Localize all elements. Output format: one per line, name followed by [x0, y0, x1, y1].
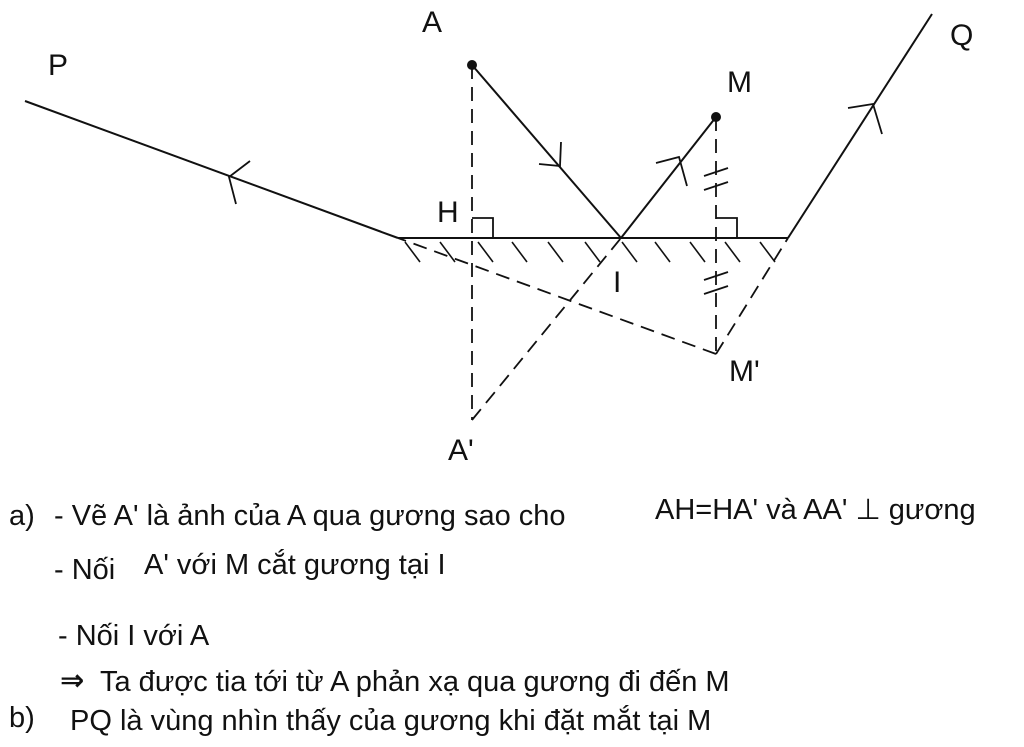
result-arrow: ⇒: [60, 665, 85, 697]
label-I: I: [613, 266, 622, 299]
part-b-text: PQ là vùng nhìn thấy của gương khi đặt mắt tại M: [70, 705, 712, 737]
ray-to-Q: [788, 14, 932, 238]
incident-ray-A-I: [472, 65, 621, 238]
reflected-ray-I-M: [621, 117, 716, 238]
ray-to-P: [25, 101, 398, 238]
result-text: Ta được tia tới từ A phản xạ qua gương đi đến M: [100, 666, 730, 698]
A-prime-to-I-line: [472, 238, 621, 420]
step1-text: - Vẽ A' là ảnh của A qua gương sao cho: [54, 500, 566, 532]
step3-text: - Nối I với A: [58, 620, 210, 652]
label-A-prime: A': [448, 434, 474, 467]
step2-prefix: - Nối: [54, 554, 116, 586]
step1-condition: AH=HA' và AA' ⊥ gương: [655, 494, 976, 526]
right-angle-H: [472, 218, 493, 238]
M-prime-to-P-edge: [398, 238, 716, 354]
point-M: [711, 112, 721, 122]
right-angle-M: [716, 218, 737, 238]
part-b-marker: b): [9, 702, 35, 734]
mirror-hatching: [405, 242, 775, 262]
label-M-prime: M': [729, 355, 760, 388]
label-A: A: [422, 6, 443, 39]
label-Q: Q: [950, 19, 974, 52]
label-M: M: [727, 66, 752, 99]
M-prime-to-Q-edge: [716, 238, 788, 354]
part-a-marker: a): [9, 500, 35, 532]
step2-text: A' với M cắt gương tại I: [144, 549, 446, 581]
point-A: [467, 60, 477, 70]
label-P: P: [48, 49, 69, 82]
label-H: H: [437, 196, 459, 229]
